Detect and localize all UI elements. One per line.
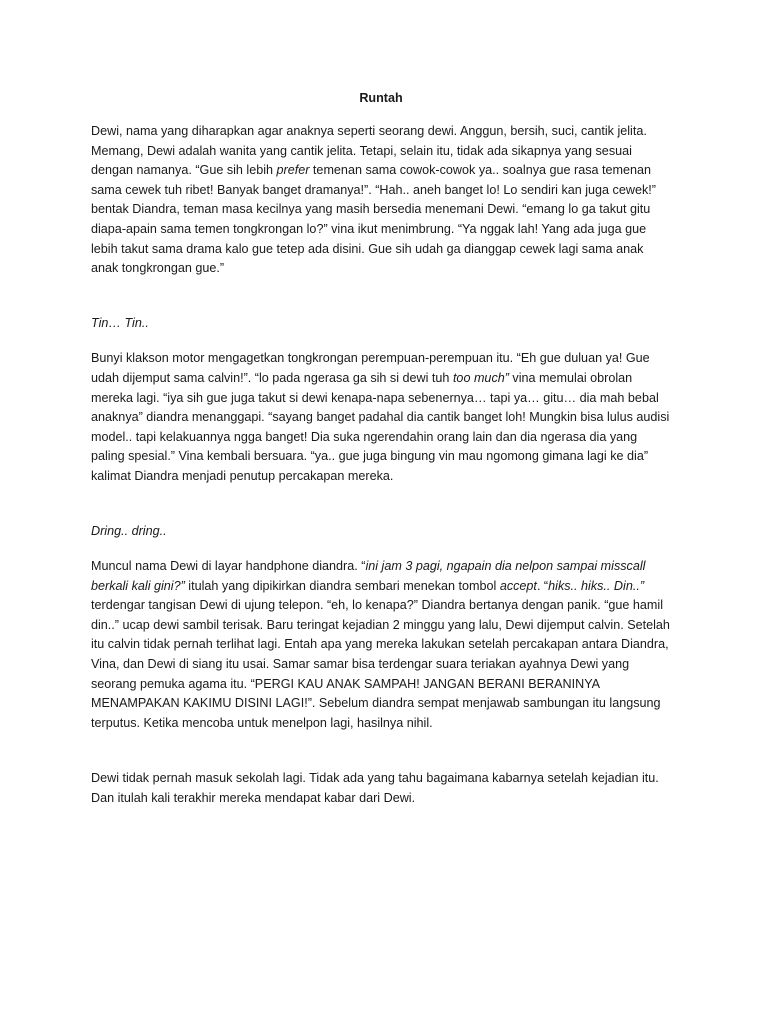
- sound-effect-horn-text: Tin… Tin..: [91, 315, 149, 330]
- paragraph-2: [91, 349, 671, 486]
- sound-effect-phone: [91, 522, 671, 542]
- paragraph-3-text-a: Muncul nama Dewi di layar handphone diandra. “: [91, 559, 366, 574]
- paragraph-1: [91, 122, 671, 279]
- paragraph-3-text-b: itulah yang dipikirkan diandra sembari menekan tombol: [184, 578, 500, 593]
- paragraph-2-text-b: vina memulai obrolan mereka lagi. “iya sih gue juga takut si dewi kenapa-napa sebenernya… tapi ya… gitu… dia mah bebal anaknya” diandra menanggapi. “sayang banget padahal dia cantik banget loh! Mungkin bisa lulus audisi model.. tapi kelakuannya ngga banget! Dia suka ngerendahin orang lain dan dia ngerasa dia yang paling spesial.” Vina kembali bersuara. “ya.. gue juga bingung vin mau ngomong gimana lagi ke dia” kalimat Diandra menjadi penutup percakapan mereka.: [91, 370, 670, 483]
- paragraph-3-text-c: . “: [536, 578, 549, 593]
- paragraph-4: [91, 769, 671, 808]
- paragraph-4-text: Dewi tidak pernah masuk sekolah lagi. Tidak ada yang tahu bagaimana kabarnya setelah kejadian itu. Dan itulah kali terakhir mereka mendapat kabar dari Dewi.: [91, 771, 659, 806]
- paragraph-1-emphasis-prefer: prefer: [276, 163, 310, 178]
- paragraph-3-emphasis-accept: accept: [499, 578, 537, 593]
- paragraph-3-text-d: terdengar tangisan Dewi di ujung telepon. “eh, lo kenapa?” Diandra bertanya dengan panik. “gue hamil din..” ucap dewi sambil terisak. Baru teringat kejadian 2 minggu yang lalu, Dewi dijemput calvin. Setelah itu calvin tidak pernah terlihat lagi. Entah apa yang mereka lakukan setelah percakapan antara Diandra, Vina, dan Dewi di siang itu usai. Samar samar bisa terdengar suara teriakan ayahnya Dewi yang seorang pemuka agama itu. “PERGI KAU ANAK SAMPAH! JANGAN BERANI BERANINYA MENAMPAKAN KAKIMU DISINI LAGI!”. Sebelum diandra sempat menjawab sambungan itu langsung terputus. Ketika mencoba untuk menelpon lagi, hasilnya nihil.: [91, 598, 670, 730]
- paragraph-2-text-a: Bunyi klakson motor mengagetkan tongkrongan perempuan-perempuan itu. “Eh gue duluan ya! Gue udah dijemput sama calvin!”. “lo pada ngerasa ga sih si dewi tuh: [91, 351, 650, 385]
- sound-effect-horn: [91, 314, 671, 334]
- document-page: [91, 88, 671, 809]
- paragraph-2-emphasis-too-much: too much”: [452, 370, 509, 385]
- paragraph-3-emphasis-crying: hiks.. hiks.. Din..”: [548, 578, 645, 593]
- paragraph-3-emphasis-thought: ini jam 3 pagi, ngapain dia nelpon sampai misscall berkali kali gini?”: [91, 559, 646, 593]
- paragraph-3: [91, 557, 671, 733]
- sound-effect-phone-text: Dring.. dring..: [91, 523, 167, 538]
- paragraph-1-text-b: temenan sama cowok-cowok ya.. soalnya gue rasa temenan sama cewek tuh ribet! Banyak banget dramanya!”. “Hah.. aneh banget lo! Lo sendiri kan juga cewek!” bentak Diandra, teman masa kecilnya yang masih bersedia menemani Dewi. “emang lo ga takut gitu diapa-apain sama temen tongkrongan lo?” vina ikut menimbrung. “Ya nggak lah! Yang ada juga gue lebih takut sama drama kalo gue tetep ada disini. Gue sih udah ga dianggap cewek lagi sama anak anak tongkrongan gue.”: [91, 163, 656, 276]
- story-title: Runtah: [359, 91, 403, 105]
- paragraph-1-text-a: Dewi, nama yang diharapkan agar anaknya seperti seorang dewi. Anggun, bersih, suci, cantik jelita. Memang, Dewi adalah wanita yang cantik jelita. Tetapi, selain itu, tidak ada sikapnya yang sesuai dengan namanya. “Gue sih lebih: [91, 124, 647, 178]
